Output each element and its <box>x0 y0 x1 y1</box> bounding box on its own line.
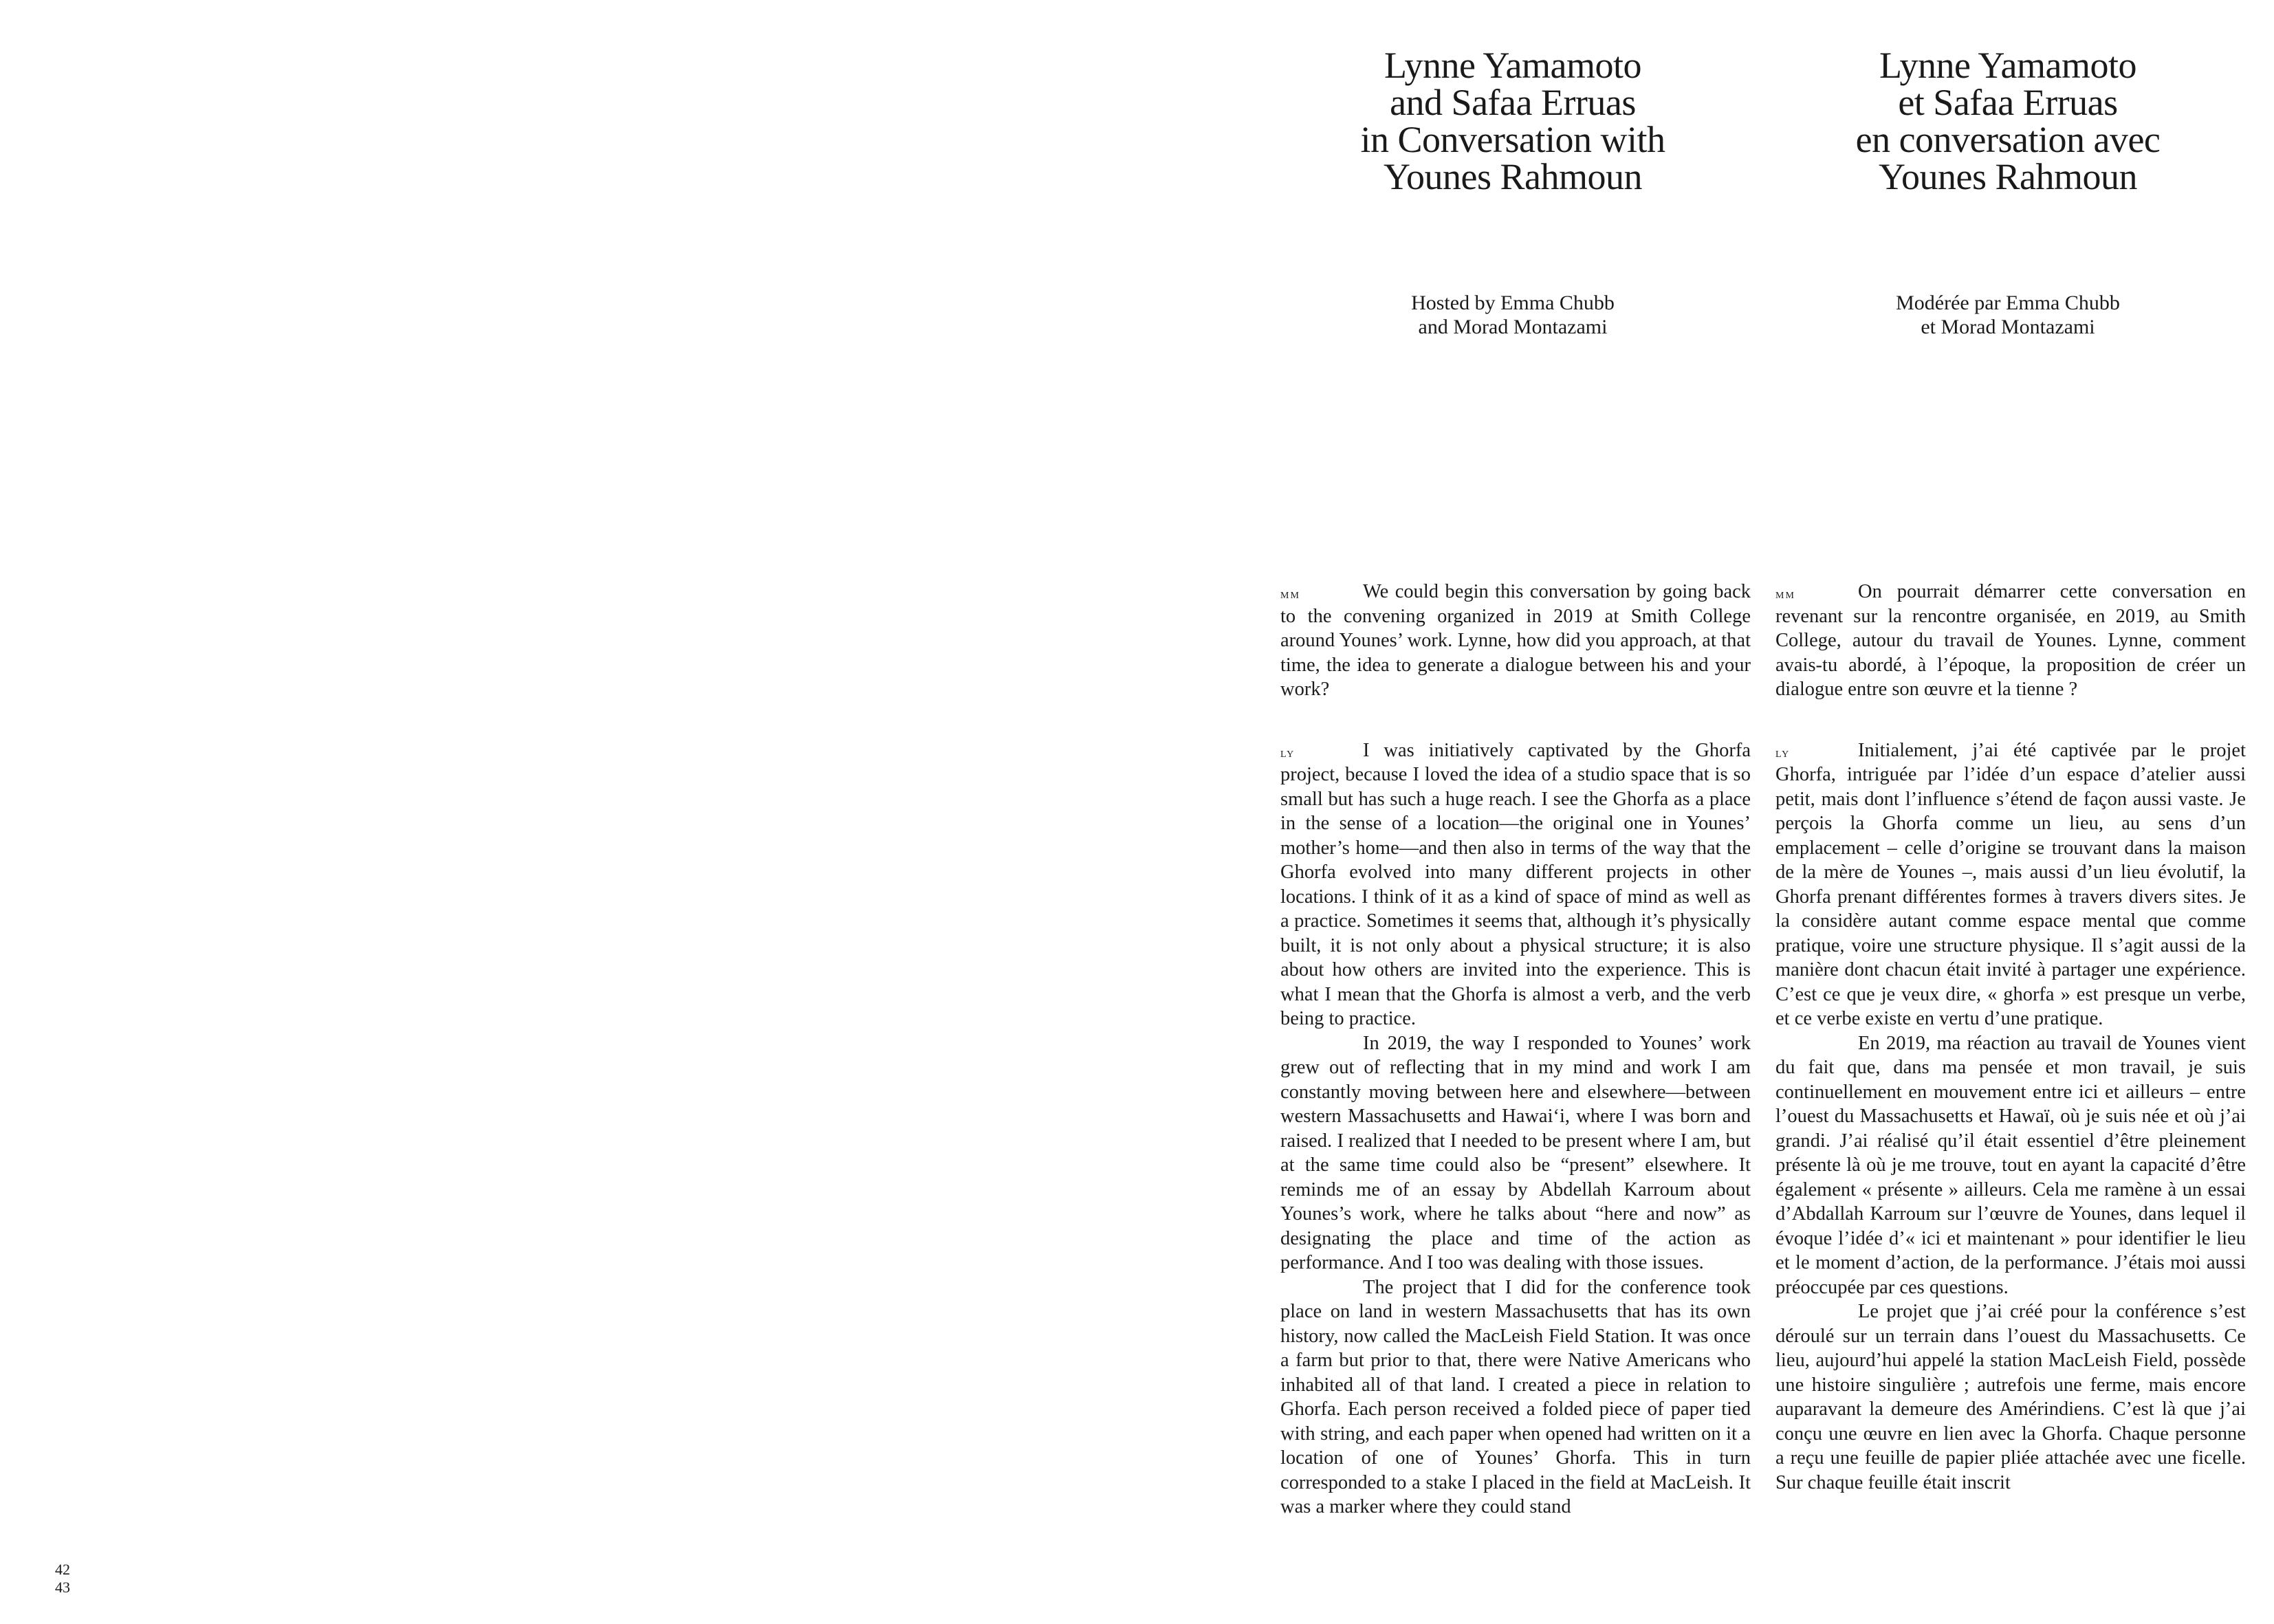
byline-line: and Morad Montazami <box>1418 316 1608 338</box>
page-number-right: 43 <box>55 1579 70 1596</box>
title-french <box>1815 47 2200 195</box>
byline-english <box>1320 291 1705 339</box>
speaker-label-mm: mm <box>1775 586 1795 602</box>
title-line: en conversation avec <box>1855 119 2161 160</box>
title-line: Younes Rahmoun <box>1878 156 2138 197</box>
speaker-label-ly: ly <box>1280 745 1295 760</box>
title-line: Lynne Yamamoto <box>1879 45 2136 86</box>
answer-paragraph: Initialement, j’ai été captivée par le projet Ghorfa, intriguée par l’idée d’un espace d’atelier aussi petit, mais dont l’influence s’étend de façon aussi vaste. Je perçois la Ghorfa comme un lieu, au sens d’un emplacement – celle d’origine se trouvant dans la maison de la mère de Younes –, mais aussi d’un lieu évolutif, la Ghorfa prenant différentes formes à travers divers sites. Je la considère autant comme espace mental que comme pratique, voire une structure physique. Il s’agit aussi de la manière dont chacun était invité à partager une expérience. C’est ce que je veux dire, « ghorfa » est presque un verbe, et ce verbe existe en vertu d’une pratique. <box>1775 739 2246 1029</box>
speaker-label-mm: mm <box>1280 586 1300 602</box>
answer-block <box>1775 738 2246 1495</box>
title-line: et Safaa Erruas <box>1898 82 2118 123</box>
body-column-english <box>1280 580 1751 1519</box>
answer-paragraph: Le projet que j’ai créé pour la conférence s’est déroulé sur un terrain dans l’ouest du Massachusetts. Ce lieu, aujourd’hui appelé la station MacLeish Field, possède une histoire singulière ; autrefois une ferme, mais encore auparavant la demeure des Amérindiens. C’est là que j’ai conçu une œuvre en lien avec la Ghorfa. Chaque personne a reçu une feuille de papier pliée attachée avec une ficelle. Sur chaque feuille était inscrit <box>1775 1301 2246 1493</box>
title-line: and Safaa Erruas <box>1390 82 1636 123</box>
answer-block <box>1280 738 1751 1519</box>
title-line: in Conversation with <box>1360 119 1665 160</box>
question-text: We could begin this conversation by going back to the convening organized in 2019 at Smith College around Younes’ work. Lynne, how did you approach, at that time, the idea to generate a dialogue between his and your work? <box>1280 581 1751 700</box>
title-line: Younes Rahmoun <box>1383 156 1643 197</box>
answer-paragraph: En 2019, ma réaction au travail de Younes vient du fait que, dans ma pensée et mon travail, je suis continuellement en mouvement entre ici et ailleurs – entre l’ouest du Massachusetts et Hawaï, où je suis née et où j’ai grandi. J’ai réalisé qu’il était essentiel d’être pleinement présente là où je me trouve, tout en ayant la capacité d’être également « présente » ailleurs. Cela me ramène à un essai d’Abdallah Karroum sur l’œuvre de Younes, dans lequel il évoque l’idée d’« ici et maintenant » pour identifier le lieu et le moment d’action, de la performance. J’étais moi aussi préoccupée par ces questions. <box>1775 1032 2246 1298</box>
byline-line: Hosted by Emma Chubb <box>1411 292 1615 314</box>
byline-line: et Morad Montazami <box>1921 316 2095 338</box>
answer-paragraph: I was initiatively captivated by the Ghorfa project, because I loved the idea of a studio space that is so small but has such a huge reach. I see the Ghorfa as a place in the sense of a location—the original one in Younes’ mother’s home—and then also in terms of the way that the Ghorfa evolved into many different projects in other locations. I think of it as a kind of space of mind as well as a practice. Sometimes it seems that, although it’s physically built, it is not only about a physical structure; it is also about how others are invited into the experience. This is what I mean that the Ghorfa is almost a verb, and the verb being to practice. <box>1280 739 1751 1029</box>
question-text: On pourrait démarrer cette conversation en revenant sur la rencontre organisée, en 2019, au Smith College, autour du travail de Younes. Lynne, comment avais-tu abordé, à l’époque, la proposition de créer un dialogue entre son œuvre et la tienne ? <box>1775 581 2246 700</box>
speaker-label-ly: ly <box>1775 745 1791 760</box>
byline-line: Modérée par Emma Chubb <box>1896 292 2120 314</box>
question-block <box>1775 580 2246 702</box>
title-line: Lynne Yamamoto <box>1384 45 1641 86</box>
page-number-left: 42 <box>55 1561 70 1578</box>
title-english <box>1320 47 1705 195</box>
byline-french <box>1815 291 2200 339</box>
body-column-french <box>1775 580 2246 1495</box>
question-block <box>1280 580 1751 702</box>
answer-paragraph: The project that I did for the conference took place on land in western Massachusetts that has its own history, now called the MacLeish Field Station. It was once a farm but prior to that, there were Native Americans who inhabited all of that land. I created a piece in relation to Ghorfa. Each person received a folded piece of paper tied with string, and each paper when opened had written on it a location of one of Younes’ Ghorfa. This in turn corresponded to a stake I placed in the field at MacLeish. It was a marker where they could stand <box>1280 1276 1751 1517</box>
page-numbers <box>55 1561 70 1596</box>
answer-paragraph: In 2019, the way I responded to Younes’ work grew out of reflecting that in my mind and work I am constantly moving between here and elsewhere—between western Massachusetts and Hawai‘i, where I was born and raised. I realized that I needed to be present where I am, but at the same time could also be “present” elsewhere. It reminds me of an essay by Abdellah Karroum about Younes’s work, where he talks about “here and now” as designating the place and time of the action as performance. And I too was dealing with those issues. <box>1280 1032 1751 1273</box>
